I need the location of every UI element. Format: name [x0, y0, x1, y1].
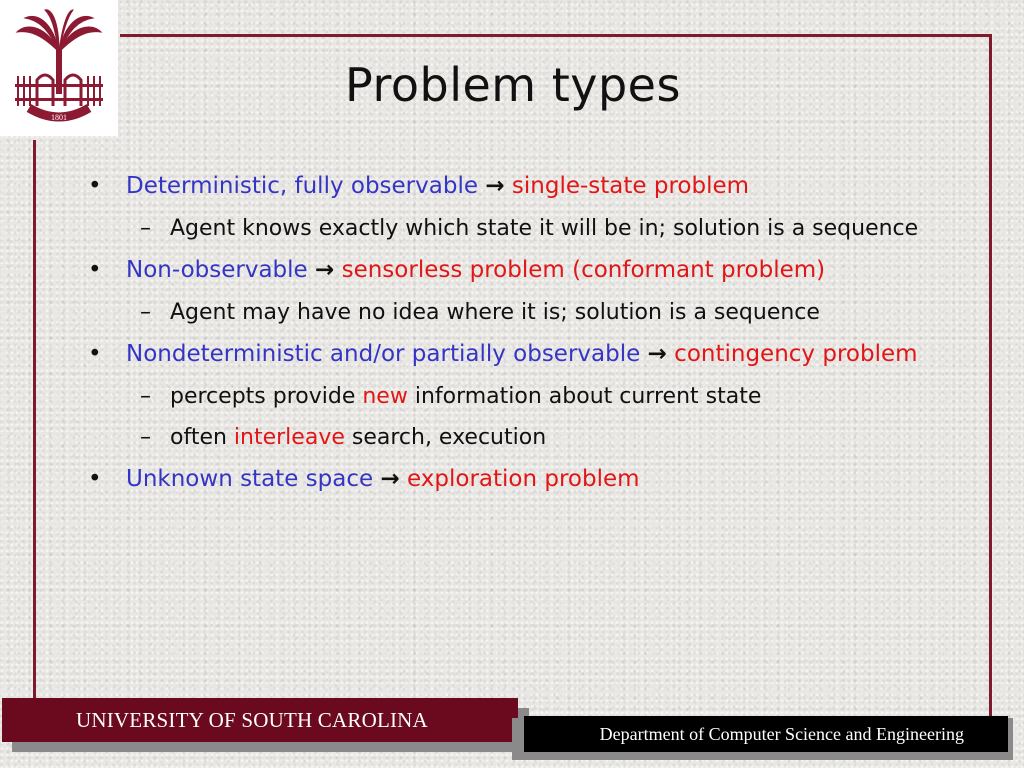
arrow-icon: →	[380, 466, 400, 493]
bullet-lead: Nondeterministic and/or partially observable	[126, 340, 641, 367]
slide-content	[88, 168, 938, 504]
sub-bullet-text: Agent knows exactly which state it will be in; solution is a sequence	[170, 215, 919, 241]
dash-icon: –	[140, 215, 151, 241]
slide-title: Problem types	[345, 58, 681, 112]
slide-frame-left	[33, 140, 36, 700]
dash-icon: –	[140, 424, 151, 450]
sub-bullet-item	[88, 295, 938, 330]
dash-icon: –	[140, 383, 151, 409]
bullet-item	[88, 168, 938, 205]
arrow-icon: →	[647, 340, 667, 367]
university-banner: UNIVERSITY OF SOUTH CAROLINA	[2, 698, 518, 742]
bullet-icon: •	[88, 256, 102, 283]
department-banner: Department of Computer Science and Engineering	[524, 716, 1008, 752]
bullet-result: contingency problem	[674, 340, 918, 367]
sub-bullet-text-part: search, execution	[344, 424, 547, 450]
bullet-item	[88, 336, 938, 373]
bullet-lead: Deterministic, fully observable	[126, 173, 478, 199]
dash-icon: –	[140, 299, 151, 325]
logo-year: 1801	[51, 113, 67, 122]
sub-bullet-highlight: new	[362, 383, 408, 409]
bullet-lead: Unknown state space	[126, 466, 374, 493]
sub-bullet-text: Agent may have no idea where it is; solution is a sequence	[170, 299, 820, 325]
sub-bullet-item	[88, 379, 938, 414]
sub-bullet-item	[88, 211, 938, 246]
bullet-result: sensorless problem (conformant problem)	[341, 256, 826, 283]
bullet-icon: •	[88, 173, 102, 199]
arrow-icon: →	[315, 256, 335, 283]
arrow-icon: →	[485, 173, 505, 199]
usc-palmetto-logo-icon	[0, 0, 118, 136]
slide-frame-right	[989, 34, 992, 716]
slide-frame-top	[120, 34, 992, 37]
sub-bullet-item	[88, 420, 938, 455]
bullet-item	[88, 461, 938, 498]
bullet-result: exploration problem	[407, 466, 640, 493]
sub-bullet-highlight: interleave	[233, 424, 345, 450]
sub-bullet-text-part: percepts provide	[170, 383, 363, 409]
bullet-result: single-state problem	[511, 173, 750, 199]
bullet-lead: Non-observable	[126, 256, 308, 283]
bullet-item	[88, 252, 938, 289]
sub-bullet-text-part: often	[170, 424, 234, 450]
bullet-icon: •	[88, 340, 102, 367]
sub-bullet-text-part: information about current state	[407, 383, 762, 409]
bullet-icon: •	[88, 466, 102, 493]
